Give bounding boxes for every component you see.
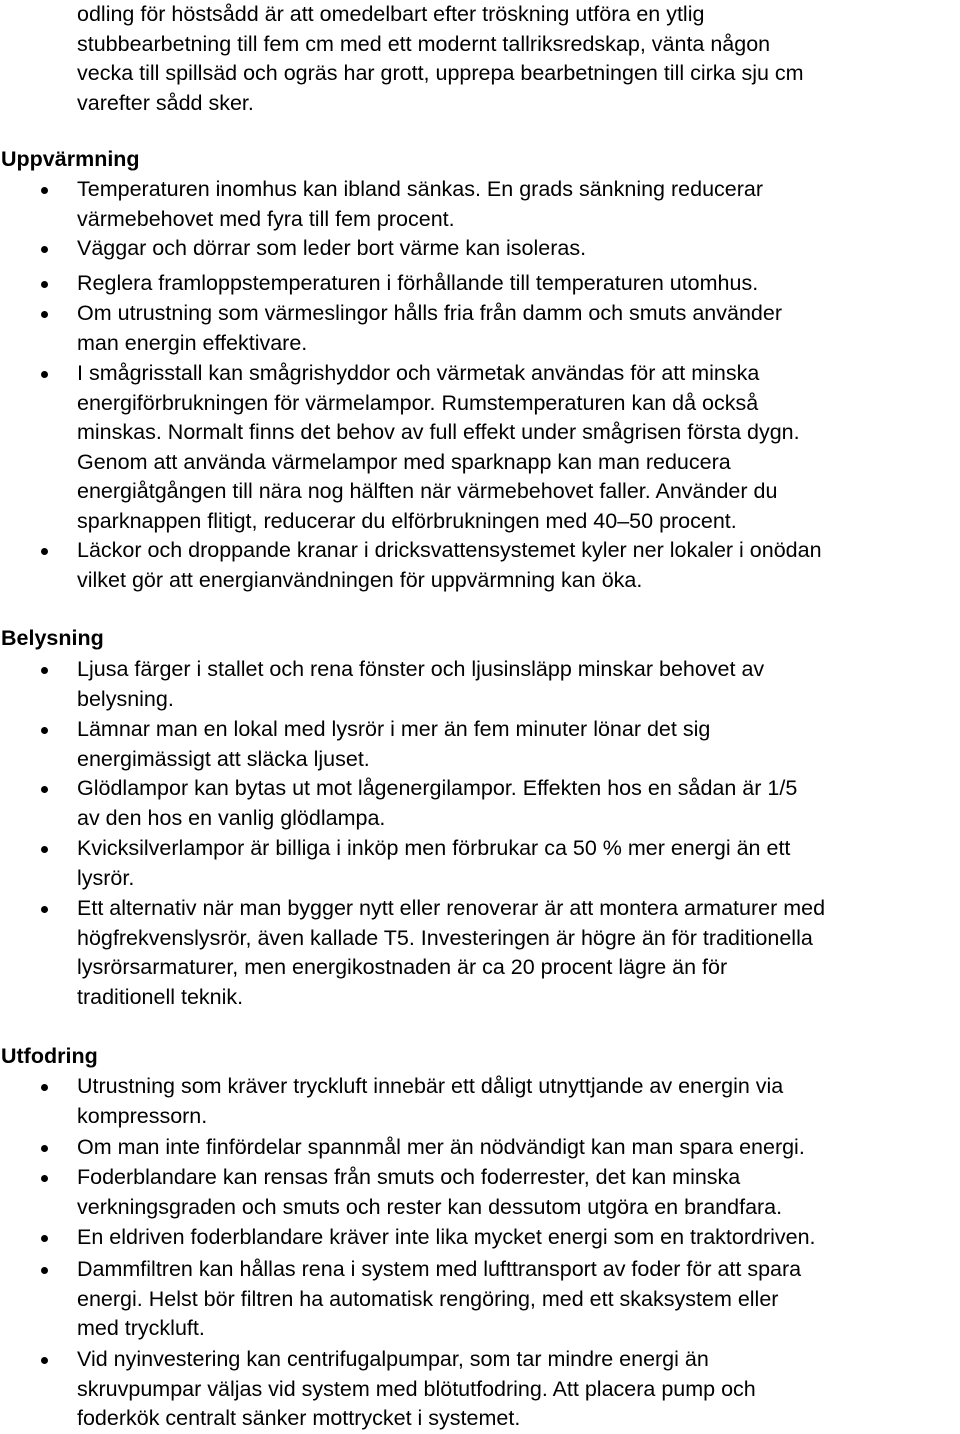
list-item: En eldriven foderblandare kräver inte lika mycket energi som en traktordriven.: [77, 1223, 957, 1253]
bullet-icon: [41, 187, 48, 194]
intro-paragraph: [77, 0, 957, 118]
list-item: Väggar och dörrar som leder bort värme kan isoleras.: [77, 234, 957, 264]
section-heading-belysning: Belysning: [1, 626, 104, 650]
list-item: Om utrustning som värmeslingor hålls fria från damm och smuts använder man energin effektivare.: [77, 299, 957, 358]
bullet-icon: [41, 906, 48, 913]
list-item: Glödlampor kan bytas ut mot lågenergilampor. Effekten hos en sådan är 1/5 av den hos en vanlig glödlampa.: [77, 774, 957, 833]
list-item: I smågrisstall kan smågrishyddor och värmetak användas för att minska energiförbrukningen för värmelampor. Rumstemperaturen kan då också minskas. Normalt finns det behov av full effekt under smågrisen första dygn. Genom att använda värmelampor med sparknapp kan man reducera energiåtgången till nära nog hälften när värmebehovet faller. Använder du sparknappen flitigt, reducerar du elförbrukningen med 40–50 procent.: [77, 359, 957, 537]
list-item: Om man inte finfördelar spannmål mer än nödvändigt kan man spara energi.: [77, 1133, 957, 1163]
section-heading-utfodring: Utfodring: [1, 1044, 98, 1068]
bullet-icon: [41, 548, 48, 555]
bullet-icon: [41, 667, 48, 674]
intro-line: vecka till spillsäd och ogräs har grott, upprepa bearbetningen till cirka sju cm: [77, 61, 804, 86]
list-item: Reglera framloppstemperaturen i förhållande till temperaturen utomhus.: [77, 269, 957, 299]
section-heading-uppvarmning: Uppvärmning: [1, 147, 140, 171]
bullet-icon: [41, 1357, 48, 1364]
list-item: Utrustning som kräver tryckluft innebär ett dåligt utnyttjande av energin via kompressorn.: [77, 1072, 957, 1131]
bullet-icon: [41, 1175, 48, 1182]
bullet-icon: [41, 846, 48, 853]
list-item: Läckor och droppande kranar i dricksvattensystemet kyler ner lokaler i onödan vilket gör att energianvändningen för uppvärmning kan öka.: [77, 536, 957, 595]
bullet-icon: [41, 246, 48, 253]
bullet-icon: [41, 786, 48, 793]
list-item: Lämnar man en lokal med lysrör i mer än fem minuter lönar det sig energimässigt att släcka ljuset.: [77, 715, 957, 774]
list-item: Ljusa färger i stallet och rena fönster och ljusinsläpp minskar behovet av belysning.: [77, 655, 957, 714]
intro-line: stubbearbetning till fem cm med ett modernt tallriksredskap, vänta någon: [77, 31, 771, 56]
list-item: Dammfiltren kan hållas rena i system med lufttransport av foder för att spara energi. Helst bör filtren ha automatisk rengöring, med ett skaksystem eller med tryckluft.: [77, 1255, 957, 1344]
list-item: Temperaturen inomhus kan ibland sänkas. En grads sänkning reducerar värmebehovet med fyra till fem procent.: [77, 175, 957, 234]
intro-line: odling för höstsådd är att omedelbart efter tröskning utföra en ytlig: [77, 2, 705, 26]
bullet-icon: [41, 311, 48, 318]
list-item: Foderblandare kan rensas från smuts och foderrester, det kan minska verkningsgraden och smuts och rester kan dessutom utgöra en brandfara.: [77, 1163, 957, 1222]
intro-line: varefter sådd sker.: [77, 90, 254, 115]
bullet-icon: [41, 1267, 48, 1274]
bullet-icon: [41, 1084, 48, 1091]
list-item: Vid nyinvestering kan centrifugalpumpar, som tar mindre energi än skruvpumpar väljas vid system med blötutfodring. Att placera pump och foderkök centralt sänker mottrycket i systemet.: [77, 1345, 957, 1434]
bullet-icon: [41, 281, 48, 288]
bullet-icon: [41, 1235, 48, 1242]
bullet-icon: [41, 371, 48, 378]
list-item: Kvicksilverlampor är billiga i inköp men förbrukar ca 50 % mer energi än ett lysrör.: [77, 834, 957, 893]
bullet-icon: [41, 727, 48, 734]
list-item: Ett alternativ när man bygger nytt eller renoverar är att montera armaturer med högfrekvenslysrör, även kallade T5. Investeringen är högre än för traditionella lysrörsarmaturer, men energikostnaden är ca 20 procent lägre än för traditionell teknik.: [77, 894, 957, 1012]
bullet-icon: [41, 1145, 48, 1152]
